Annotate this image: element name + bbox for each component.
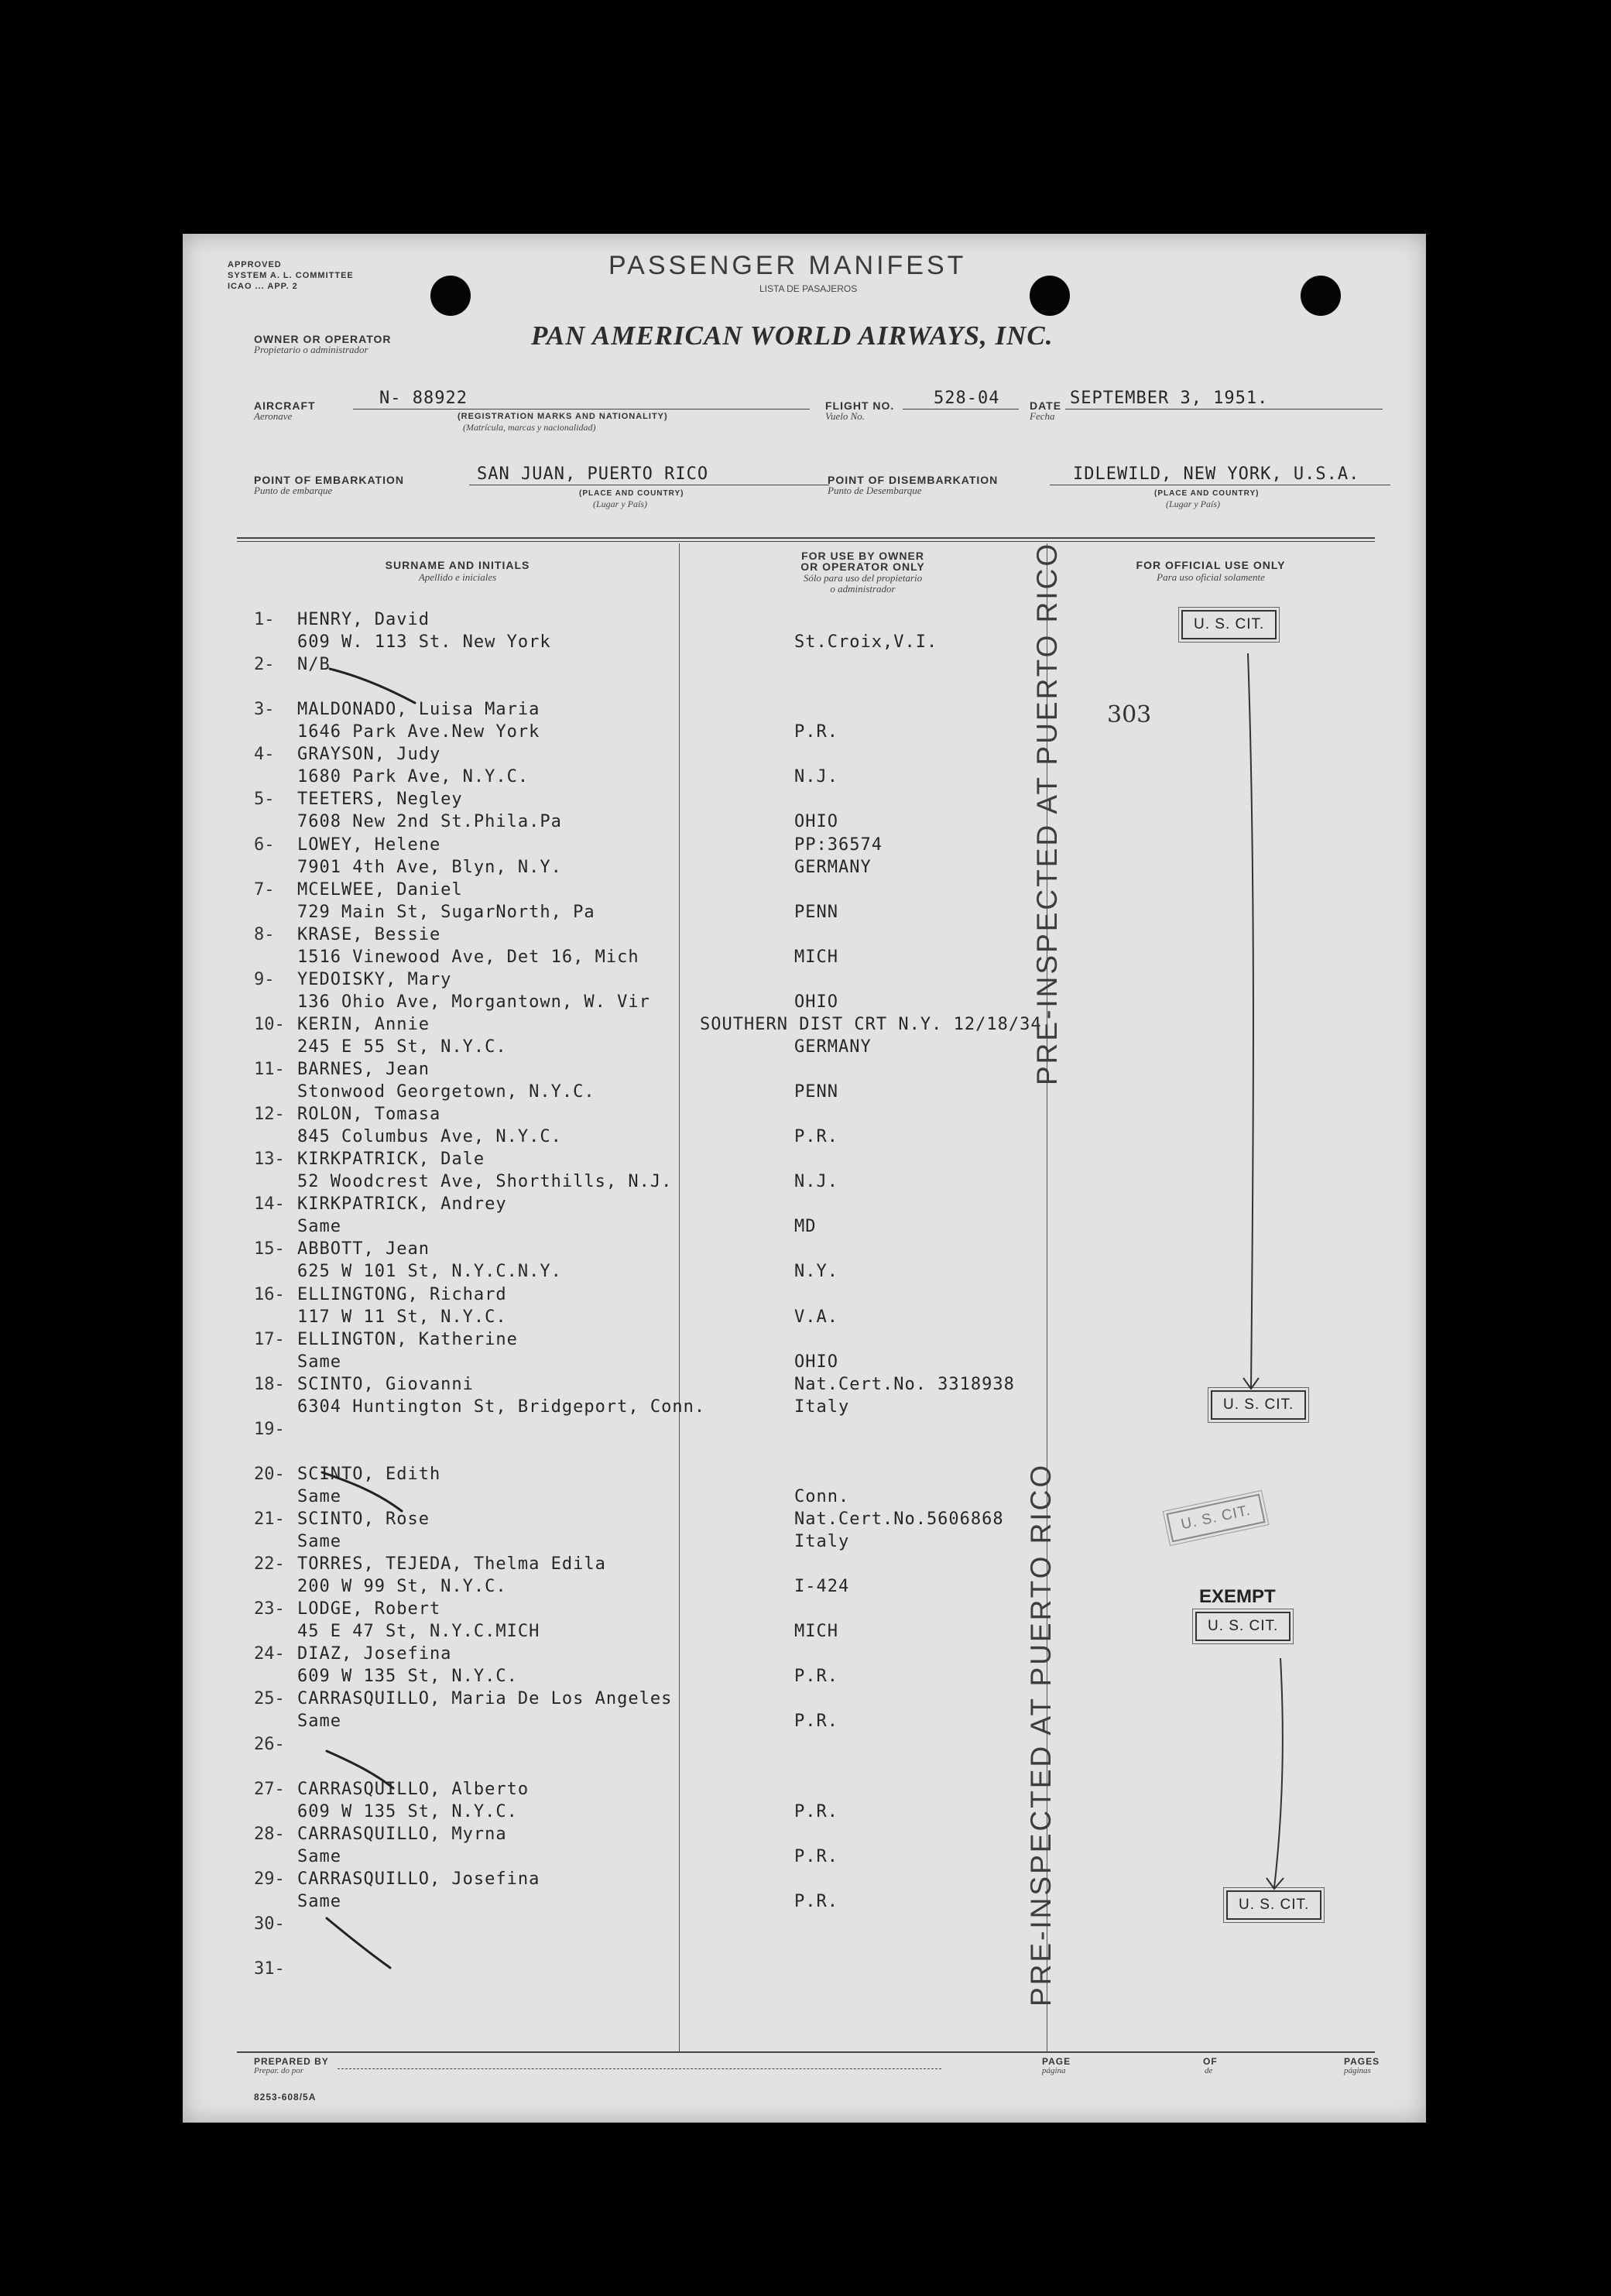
passenger-address: 1646 Park Ave.New York (297, 722, 540, 742)
owner-info-2: P.R. (794, 1846, 838, 1866)
aircraft-note: (REGISTRATION MARKS AND NATIONALITY) (458, 412, 668, 421)
passenger-name: SCINTO, Giovanni (297, 1374, 474, 1394)
disembark-note-es: (Lugar y País) (1166, 499, 1220, 509)
airline-name: PAN AMERICAN WORLD AIRWAYS, INC. (531, 320, 1054, 351)
manifest-sheet (183, 234, 1426, 2123)
passenger-name: YEDOISKY, Mary (297, 969, 452, 989)
owner-info-2: P.R. (794, 1127, 838, 1147)
date-label-es: Fecha (1030, 410, 1055, 422)
passenger-name: KIRKPATRICK, Andrey (297, 1194, 507, 1215)
owner-info-2: GERMANY (794, 1037, 872, 1057)
us-cit-stamp-3: U. S. CIT. (1166, 1494, 1266, 1543)
row-number: 16- (254, 1284, 285, 1304)
owner-info-2: OHIO (794, 992, 838, 1012)
passenger-address: Same (297, 1712, 341, 1732)
disembark-note: (PLACE AND COUNTRY) (1154, 489, 1260, 498)
aircraft-note-es: (Matrícula, marcas y nacionalidad) (463, 422, 596, 433)
passenger-name: CARRASQUILLO, Alberto (297, 1779, 530, 1799)
row-number: 3- (254, 700, 275, 720)
flight-line (903, 409, 1019, 410)
passenger-address: 1680 Park Ave, N.Y.C. (297, 767, 530, 787)
embark-label-es: Punto de embarque (254, 485, 333, 496)
passenger-name: LOWEY, Helene (297, 834, 441, 855)
passenger-name: KIRKPATRICK, Dale (297, 1150, 485, 1170)
passenger-address: Same (297, 1532, 341, 1551)
owner-info-2: N.J. (794, 1172, 838, 1192)
passenger-name: BARNES, Jean (297, 1060, 430, 1079)
date-line (1065, 409, 1383, 410)
owner-info-2: Conn. (794, 1486, 850, 1506)
passenger-address: 200 W 99 St, N.Y.C. (297, 1577, 507, 1597)
row-number: 11- (254, 1060, 285, 1079)
us-cit-stamp-4: U. S. CIT. (1195, 1612, 1291, 1641)
form-number: 8253-608/5A (254, 2092, 317, 2102)
row-number: 24- (254, 1644, 285, 1664)
row-number: 31- (254, 1959, 285, 1979)
prepared-label-es: Prepar. do por (254, 2066, 304, 2075)
punch-hole-left (430, 276, 471, 316)
passenger-name: ROLON, Tomasa (297, 1105, 441, 1125)
col-sub-owner-2: o administrador (830, 583, 896, 595)
row-number: 25- (254, 1689, 285, 1709)
row-number: 4- (254, 745, 275, 765)
passenger-address: 52 Woodcrest Ave, Shorthills, N.J. (297, 1172, 673, 1192)
passenger-name: ABBOTT, Jean (297, 1239, 430, 1259)
owner-info-2: MICH (794, 1622, 838, 1642)
owner-info-2: PENN (794, 1082, 838, 1102)
pages-label-es: páginas (1344, 2066, 1371, 2075)
passenger-address: 609 W 135 St, N.Y.C. (297, 1667, 518, 1687)
passenger-name: SCINTO, Edith (297, 1464, 441, 1484)
passenger-name: LODGE, Robert (297, 1599, 441, 1619)
row-number: 15- (254, 1239, 285, 1259)
of-label: OF (1203, 2056, 1218, 2067)
owner-info-2: N.Y. (794, 1262, 838, 1282)
row-number: 13- (254, 1150, 285, 1170)
owner-info-2: I-424 (794, 1577, 850, 1597)
owner-info-2: P.R. (794, 1712, 838, 1732)
row-number: 2- (254, 655, 275, 675)
passenger-address: 45 E 47 St, N.Y.C.MICH (297, 1622, 540, 1642)
header-rule-1 (237, 537, 1375, 539)
punch-hole-middle (1030, 276, 1070, 316)
flight-label: FLIGHT NO. (825, 399, 895, 412)
document-title: PASSENGER MANIFEST (608, 251, 967, 280)
passenger-name: MCELWEE, Daniel (297, 879, 463, 900)
page-label-es: página (1042, 2066, 1066, 2075)
preinspected-stamp-1: PRE-INSPECTED AT PUERTO RICO (1031, 541, 1063, 1085)
flight-label-es: Vuelo No. (825, 410, 865, 422)
passenger-name: CARRASQUILLO, Myrna (297, 1824, 507, 1844)
approval-line-1: APPROVED (228, 260, 282, 269)
row-number: 30- (254, 1914, 285, 1934)
col-sub-owner-1: Sólo para uso del propietario (803, 572, 923, 584)
passenger-address: Same (297, 1846, 341, 1866)
passenger-name: ELLINGTONG, Richard (297, 1284, 507, 1304)
owner-info-2: GERMANY (794, 857, 872, 877)
passenger-address: 729 Main St, SugarNorth, Pa (297, 902, 595, 922)
passenger-name: KRASE, Bessie (297, 924, 441, 944)
passenger-name: GRAYSON, Judy (297, 745, 441, 765)
owner-label-es: Propietario o administrador (254, 344, 368, 355)
embark-label: POINT OF EMBARKATION (254, 474, 404, 486)
disembarkation-point: IDLEWILD, NEW YORK, U.S.A. (1073, 464, 1360, 484)
row-number: 7- (254, 879, 275, 900)
owner-info-2: St.Croix,V.I. (794, 632, 938, 652)
exempt-stamp: EXEMPT (1199, 1586, 1276, 1607)
owner-info-1: SOUTHERN DIST CRT N.Y. 12/18/34 (700, 1014, 1042, 1034)
passenger-address: 845 Columbus Ave, N.Y.C. (297, 1127, 562, 1147)
document-title-es: LISTA DE PASAJEROS (759, 283, 858, 294)
passenger-address: 136 Ohio Ave, Morgantown, W. Vir (297, 992, 650, 1012)
row-number: 28- (254, 1824, 285, 1844)
passenger-name: TEETERS, Negley (297, 790, 463, 810)
col-head-name: SURNAME AND INITIALS (385, 559, 530, 571)
page-label: PAGE (1042, 2056, 1071, 2067)
owner-info-1: Nat.Cert.No. 3318938 (794, 1374, 1015, 1394)
passenger-name: ELLINGTON, Katherine (297, 1329, 518, 1349)
disembark-label-es: Punto de Desembarque (828, 485, 922, 496)
passenger-address: Same (297, 1352, 341, 1372)
row-number: 26- (254, 1734, 285, 1754)
passenger-address: 6304 Huntington St, Bridgeport, Conn. (297, 1396, 706, 1417)
owner-info-2: Italy (794, 1396, 850, 1417)
row-number: 10- (254, 1014, 285, 1034)
aircraft-label: AIRCRAFT (254, 399, 316, 412)
owner-info-1: Nat.Cert.No.5606868 (794, 1510, 1004, 1529)
us-cit-stamp-5: U. S. CIT. (1226, 1890, 1321, 1920)
aircraft-label-es: Aeronave (254, 410, 293, 422)
row-number: 9- (254, 969, 275, 989)
owner-info-2: P.R. (794, 1891, 838, 1911)
header-rule-2 (237, 541, 1375, 542)
column-divider-1 (679, 543, 680, 2053)
passenger-address: 7608 New 2nd St.Phila.Pa (297, 812, 562, 832)
row-number: 27- (254, 1779, 285, 1799)
footer-rule (237, 2051, 1375, 2053)
col-sub-name: Apellido e iniciales (418, 571, 497, 583)
passenger-name: CARRASQUILLO, Maria De Los Angeles (297, 1689, 673, 1709)
passenger-name: N/B (297, 655, 331, 675)
flight-number: 528-04 (934, 389, 1000, 408)
of-label-es: de (1205, 2066, 1213, 2075)
passenger-address: Stonwood Georgetown, N.Y.C. (297, 1082, 595, 1102)
passenger-address: 7901 4th Ave, Blyn, N.Y. (297, 857, 562, 877)
embarkation-point: SAN JUAN, PUERTO RICO (477, 464, 709, 484)
owner-info-2: N.J. (794, 767, 838, 787)
row-number: 20- (254, 1464, 285, 1484)
prepared-label: PREPARED BY (254, 2056, 329, 2067)
row-number: 18- (254, 1374, 285, 1394)
owner-info-1: PP:36574 (794, 834, 883, 855)
prepared-line (338, 2068, 941, 2069)
disembark-label: POINT OF DISEMBARKATION (828, 474, 999, 486)
owner-info-2: P.R. (794, 1801, 838, 1821)
owner-info-2: OHIO (794, 1352, 838, 1372)
passenger-address: 245 E 55 St, N.Y.C. (297, 1037, 507, 1057)
col-head-owner-1: FOR USE BY OWNER (801, 550, 924, 562)
date-label: DATE (1030, 399, 1062, 412)
us-cit-stamp-2: U. S. CIT. (1211, 1390, 1306, 1420)
row-number: 19- (254, 1419, 285, 1439)
aircraft-registration: N- 88922 (379, 389, 468, 408)
row-number: 14- (254, 1194, 285, 1215)
passenger-name: SCINTO, Rose (297, 1510, 430, 1529)
owner-info-2: MICH (794, 947, 838, 967)
passenger-address: 625 W 101 St, N.Y.C.N.Y. (297, 1262, 562, 1282)
passenger-address: 117 W 11 St, N.Y.C. (297, 1307, 507, 1327)
row-number: 21- (254, 1510, 285, 1529)
passenger-name: KERIN, Annie (297, 1014, 430, 1034)
punch-hole-right (1301, 276, 1341, 316)
owner-info-2: P.R. (794, 722, 838, 742)
passenger-address: Same (297, 1217, 341, 1237)
owner-info-2: P.R. (794, 1667, 838, 1687)
passenger-address: 609 W. 113 St. New York (297, 632, 551, 652)
row-number: 17- (254, 1329, 285, 1349)
preinspected-stamp-2: PRE-INSPECTED AT PUERTO RICO (1025, 1462, 1057, 2006)
row-number: 8- (254, 924, 275, 944)
embark-note: (PLACE AND COUNTRY) (579, 489, 684, 498)
row-number: 12- (254, 1105, 285, 1125)
passenger-address: 1516 Vinewood Ave, Det 16, Mich (297, 947, 639, 967)
owner-info-2: MD (794, 1217, 817, 1237)
passenger-address: Same (297, 1486, 341, 1506)
passenger-name: DIAZ, Josefina (297, 1644, 452, 1664)
owner-info-2: V.A. (794, 1307, 838, 1327)
owner-info-2: PENN (794, 902, 838, 922)
pages-label: PAGES (1344, 2056, 1380, 2067)
col-head-owner-2: OR OPERATOR ONLY (800, 560, 925, 573)
row-number: 22- (254, 1554, 285, 1575)
us-cit-stamp-1: U. S. CIT. (1181, 610, 1277, 639)
row-number: 1- (254, 610, 275, 629)
owner-info-2: OHIO (794, 812, 838, 832)
row-number: 29- (254, 1869, 285, 1889)
passenger-address: 609 W 135 St, N.Y.C. (297, 1801, 518, 1821)
row-number: 23- (254, 1599, 285, 1619)
row-number: 6- (254, 834, 275, 855)
passenger-name: HENRY, David (297, 610, 430, 629)
col-sub-official: Para uso oficial solamente (1157, 571, 1265, 583)
passenger-address: Same (297, 1891, 341, 1911)
flight-date: SEPTEMBER 3, 1951. (1070, 389, 1269, 408)
handwritten-number-303: 303 (1107, 701, 1152, 728)
embark-note-es: (Lugar y País) (593, 499, 647, 509)
owner-label: OWNER OR OPERATOR (254, 333, 392, 345)
col-head-official: FOR OFFICIAL USE ONLY (1136, 559, 1286, 571)
approval-line-2: SYSTEM A. L. COMMITTEE (228, 271, 354, 280)
passenger-name: CARRASQUILLO, Josefina (297, 1869, 540, 1889)
approval-line-3: ICAO ... APP. 2 (228, 282, 298, 291)
passenger-name: TORRES, TEJEDA, Thelma Edila (297, 1554, 606, 1575)
passenger-name: MALDONADO, Luisa Maria (297, 700, 540, 720)
aircraft-line (353, 409, 810, 410)
row-number: 5- (254, 790, 275, 810)
owner-info-2: Italy (794, 1532, 850, 1551)
